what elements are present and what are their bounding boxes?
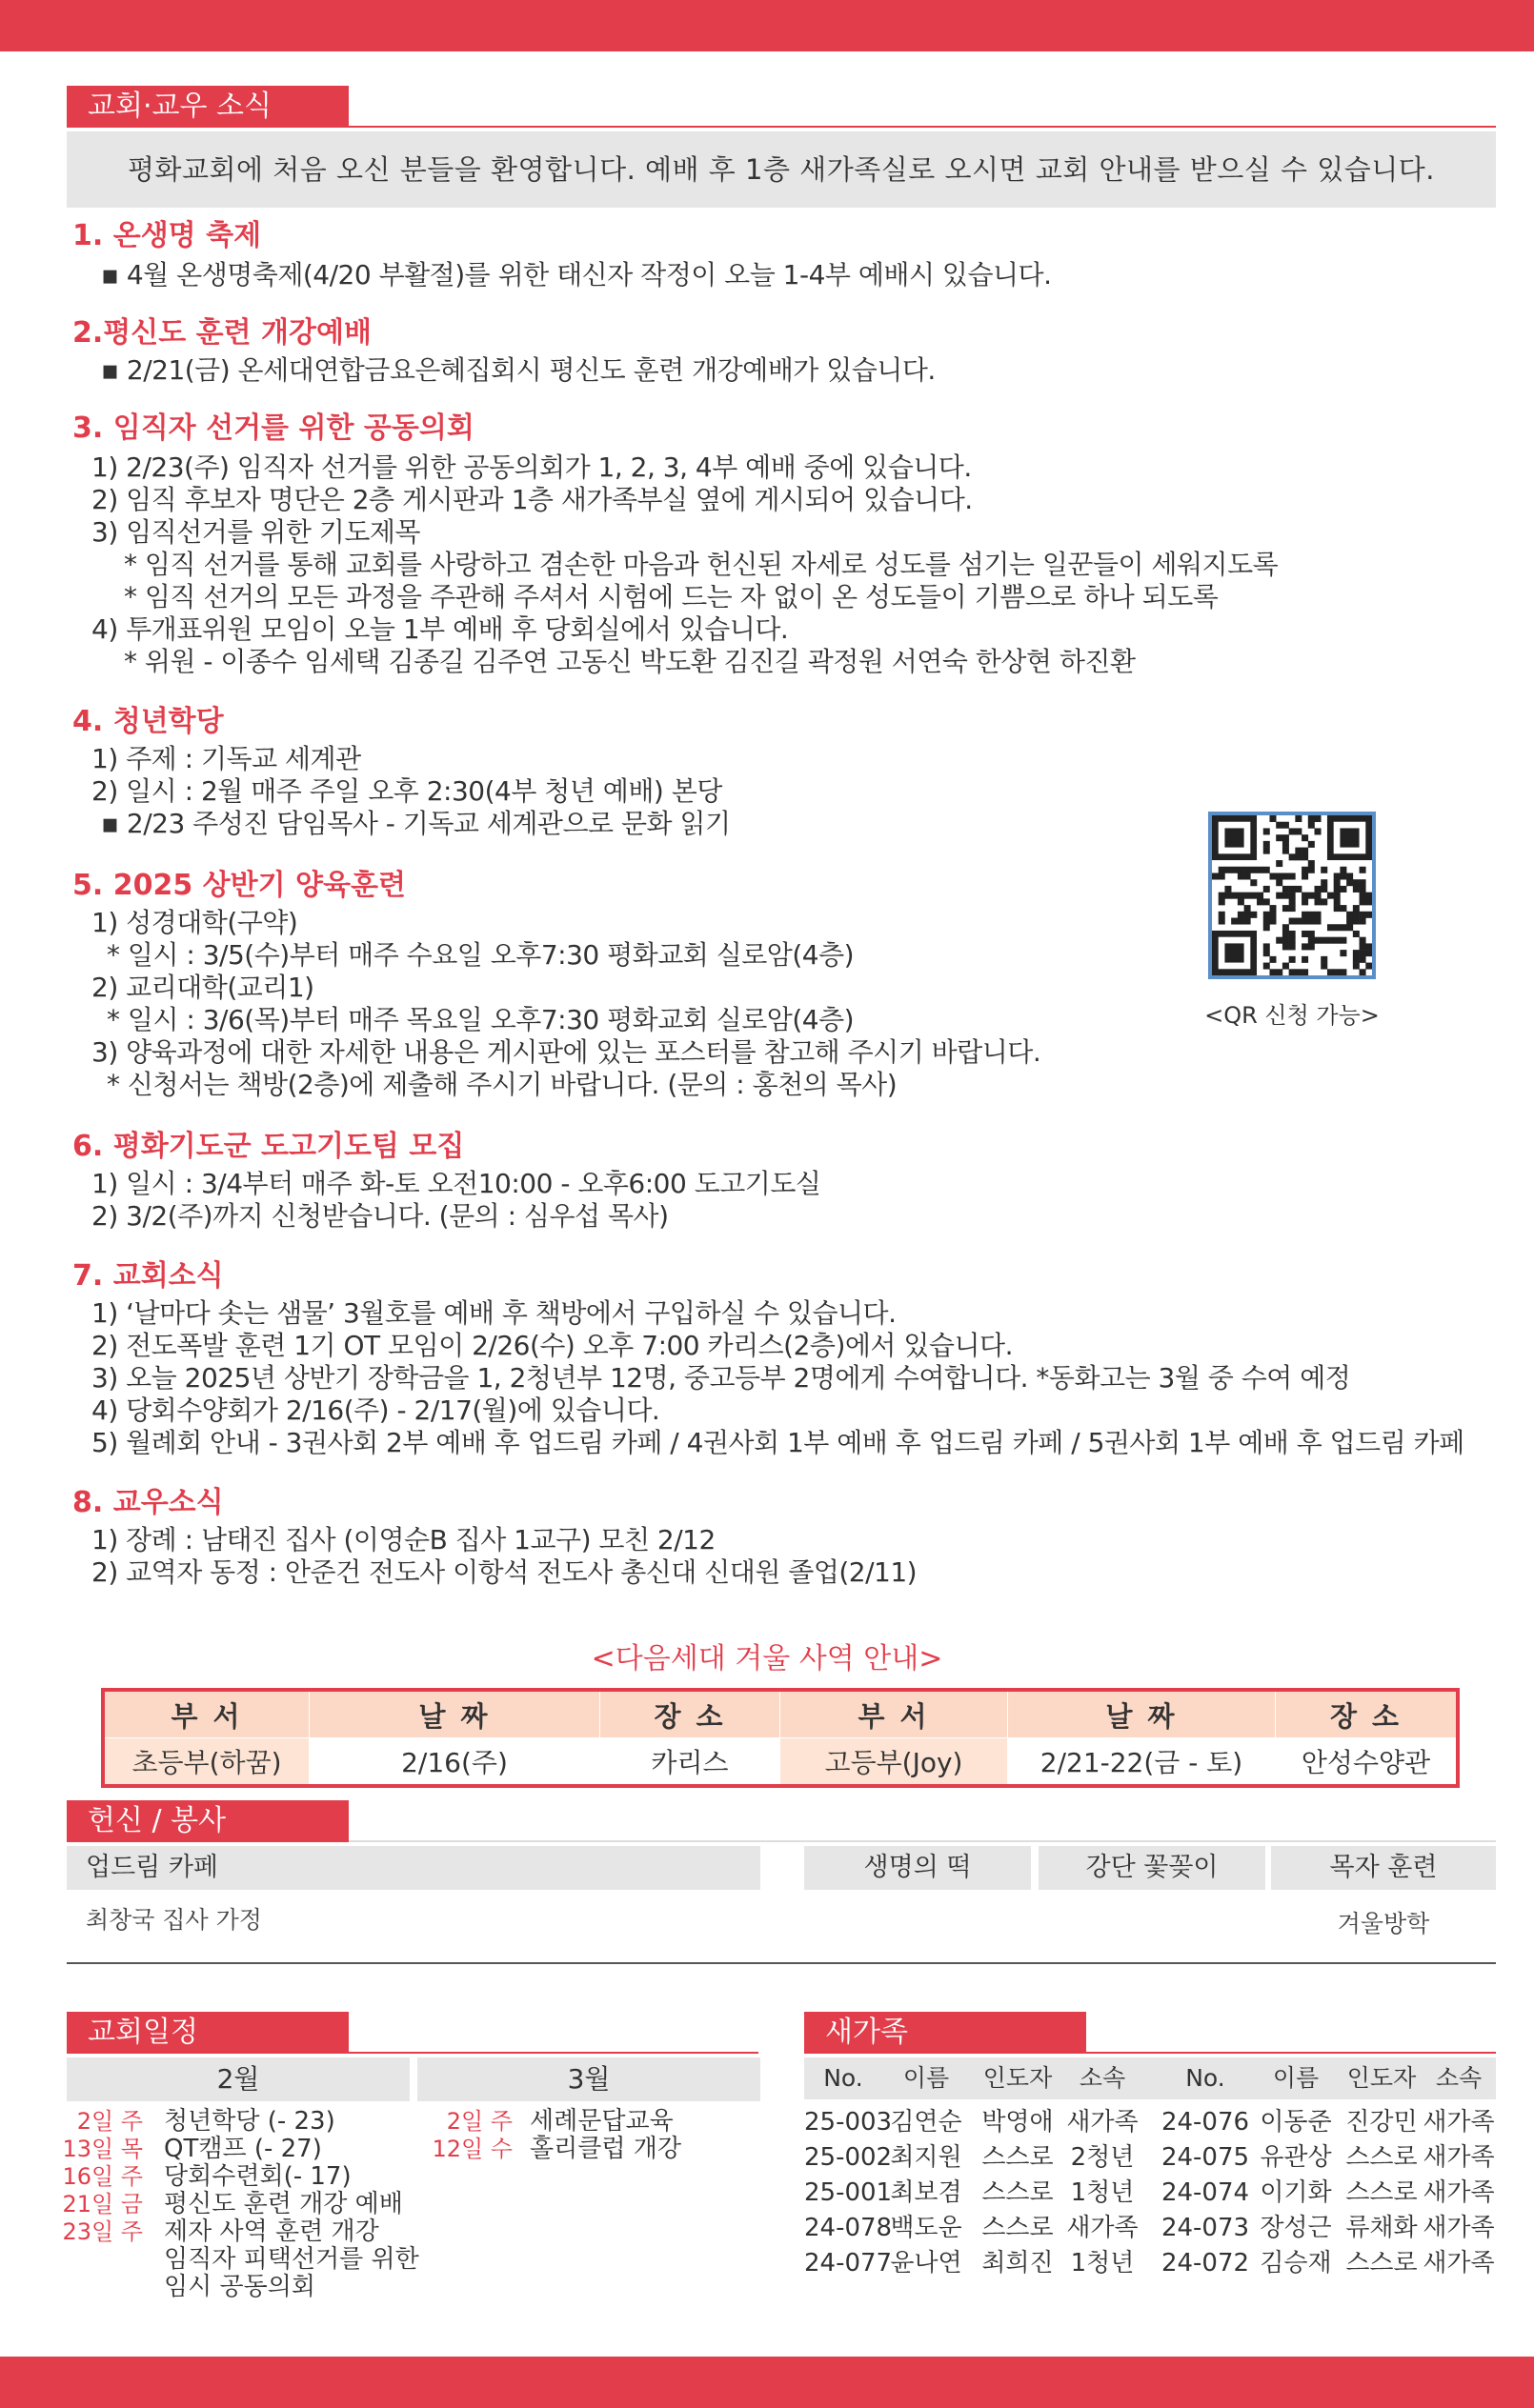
- news-line: 2) 교역자 동정 : 안준건 전도사 이항석 전도사 총신대 신대원 졸업(2/11): [91, 1556, 918, 1588]
- newfamily-header: 인도자: [1346, 2064, 1417, 2092]
- bread-label: 생명의 떡: [804, 1846, 1031, 1890]
- schedule-date: 12일 수: [432, 2136, 513, 2162]
- news-heading: 8. 교우소식: [72, 1486, 224, 1519]
- nextgen-cell: 카리스: [600, 1738, 780, 1787]
- shepherd-training-label: 목자 훈련: [1271, 1846, 1496, 1890]
- newfamily-cell: 스스로: [1345, 2178, 1418, 2207]
- nextgen-header-cell: 날 짜: [1008, 1690, 1276, 1738]
- newfamily-cell: 최지원: [890, 2143, 962, 2172]
- nextgen-header-cell: 부 서: [780, 1690, 1008, 1738]
- qr-caption: <QR 신청 가능>: [1204, 1002, 1380, 1029]
- news-line: * 신청서는 책방(2층)에 제출해 주시기 바랍니다. (문의 : 홍천의 목사): [107, 1069, 898, 1100]
- newfamily-cell: 새가족: [1423, 2178, 1495, 2207]
- newfamily-cell: 장성근: [1260, 2214, 1332, 2242]
- news-tab-rule: [349, 126, 1496, 128]
- newfamily-cell: 새가족: [1066, 2108, 1139, 2137]
- nextgen-header-cell: 날 짜: [310, 1690, 600, 1738]
- news-line: 5) 월례회 안내 - 3권사회 2부 예배 후 업드림 카페 / 4권사회 1부 예배 후 업드림 카페 / 5권사회 1부 예배 후 업드림 카페: [91, 1427, 1464, 1458]
- news-heading: 4. 청년학당: [72, 705, 224, 738]
- news-heading: 1. 온생명 축제: [72, 219, 262, 252]
- newfamily-header: No.: [823, 2064, 863, 2092]
- newfamily-cell: 24-076: [1161, 2108, 1250, 2137]
- newfamily-cell: 1청년: [1070, 2178, 1135, 2207]
- divider: [67, 1962, 1496, 1964]
- schedule-event: 임직자 피택선거를 위한: [164, 2245, 419, 2274]
- newfamily-cell: 24-072: [1161, 2249, 1250, 2278]
- news-line: 2) 임직 후보자 명단은 2층 게시판과 1층 새가족부실 옆에 게시되어 있습니다.: [91, 484, 973, 515]
- schedule-date: 16일 주: [62, 2163, 143, 2190]
- shepherd-training-value: 겨울방학: [1337, 1910, 1430, 1937]
- news-line: 3) 양육과정에 대한 자세한 내용은 게시판에 있는 포스터를 참고해 주시기 바랍니다.: [91, 1036, 1041, 1068]
- news-heading: 7. 교회소식: [72, 1259, 224, 1293]
- cafe-value: 최창국 집사 가정: [86, 1906, 262, 1934]
- news-section-tab: [67, 86, 349, 128]
- schedule-event: 평신도 훈련 개강 예배: [164, 2190, 403, 2218]
- qr-code-icon: [1212, 815, 1372, 975]
- newfamily-cell: 최희진: [981, 2249, 1054, 2278]
- newfamily-cell: 이동준: [1260, 2108, 1332, 2137]
- news-line: 2) 3/2(주)까지 신청받습니다. (문의 : 심우섭 목사): [91, 1200, 669, 1232]
- service-tab-rule: [349, 1840, 1496, 1842]
- nextgen-cell: 초등부(하꿈): [103, 1738, 310, 1787]
- feb-header: 2월: [67, 2057, 410, 2101]
- schedule-event: 홀리클럽 개강: [530, 2135, 681, 2163]
- newfamily-tab-label: 새가족: [825, 2016, 908, 2049]
- nextgen-cell: 안성수양관: [1276, 1738, 1459, 1787]
- schedule-tab-label: 교회일정: [88, 2016, 198, 2049]
- news-line: 3) 오늘 2025년 상반기 장학금을 1, 2청년부 12명, 중고등부 2명에게 수여합니다. *동화고는 3월 중 수여 예정: [91, 1362, 1351, 1394]
- newfamily-header: 인도자: [982, 2064, 1053, 2092]
- cafe-label: 업드림 카페: [67, 1846, 760, 1890]
- nextgen-header-cell: 장 소: [600, 1690, 780, 1738]
- news-line: 1) 일시 : 3/4부터 매주 화-토 오전10:00 - 오후6:00 도고기도실: [91, 1168, 821, 1199]
- nextgen-cell: 2/21-22(금 - 토): [1008, 1738, 1276, 1787]
- news-line: 1) 장례 : 남태진 집사 (이영순B 집사 1교구) 모친 2/12: [91, 1524, 716, 1555]
- newfamily-cell: 24-077: [804, 2249, 893, 2278]
- nextgen-title: <다음세대 겨울 사역 안내>: [591, 1642, 943, 1676]
- nextgen-header-row: [103, 1690, 1458, 1738]
- news-line: ▪ 4월 온생명축제(4/20 부활절)를 위한 태신자 작정이 오늘 1-4부 예배시 있습니다.: [101, 259, 1052, 291]
- nextgen-cell: 2/16(주): [310, 1738, 600, 1787]
- newfamily-tab-rule: [1086, 2052, 1496, 2054]
- news-line: 2) 교리대학(교리1): [91, 972, 314, 1003]
- newfamily-cell: 스스로: [981, 2178, 1054, 2207]
- news-heading: 5. 2025 상반기 양육훈련: [72, 869, 406, 902]
- news-heading: 2.평신도 훈련 개강예배: [72, 316, 372, 350]
- newfamily-cell: 새가족: [1423, 2143, 1495, 2172]
- newfamily-cell: 25-002: [804, 2143, 893, 2172]
- newfamily-cell: 이기화: [1260, 2178, 1332, 2207]
- news-line: 1) 2/23(주) 임직자 선거를 위한 공동의회가 1, 2, 3, 4부 예배 중에 있습니다.: [91, 452, 972, 483]
- newfamily-cell: 2청년: [1070, 2143, 1135, 2172]
- newfamily-cell: 새가족: [1066, 2214, 1139, 2242]
- news-line: 2) 일시 : 2월 매주 주일 오후 2:30(4부 청년 예배) 본당: [91, 775, 722, 807]
- schedule-tab-rule: [349, 2052, 758, 2054]
- newfamily-header: 이름: [902, 2064, 950, 2092]
- schedule-event: 제자 사역 훈련 개강: [164, 2217, 379, 2246]
- bottom-banner: [0, 2357, 1534, 2408]
- qr-code[interactable]: [1208, 812, 1376, 979]
- news-line: 1) ‘날마다 솟는 샘물’ 3월호를 예배 후 책방에서 구입하실 수 있습니다.: [91, 1297, 897, 1329]
- newfamily-cell: 스스로: [981, 2143, 1054, 2172]
- newfamily-cell: 1청년: [1070, 2249, 1135, 2278]
- newfamily-cell: 김승재: [1260, 2249, 1332, 2278]
- flower-label: 강단 꽃꽂이: [1039, 1846, 1265, 1890]
- nextgen-table: [101, 1688, 1460, 1788]
- news-line: * 일시 : 3/6(목)부터 매주 목요일 오후7:30 평화교회 실로암(4층): [107, 1004, 855, 1035]
- schedule-event: 임시 공동의회: [164, 2273, 315, 2301]
- newfamily-cell: 새가족: [1423, 2108, 1495, 2137]
- schedule-date: 2일 주: [446, 2108, 513, 2135]
- schedule-date: 23일 주: [62, 2218, 143, 2245]
- schedule-event: 당회수련회(- 17): [164, 2162, 352, 2191]
- service-section-tab: [67, 1800, 349, 1842]
- newfamily-section-tab: [804, 2012, 1086, 2054]
- newfamily-cell: 스스로: [1345, 2143, 1418, 2172]
- mar-header: 3월: [417, 2057, 760, 2101]
- schedule-event: 청년학당 (- 23): [164, 2107, 335, 2136]
- newfamily-header: 소속: [1079, 2064, 1126, 2092]
- newfamily-cell: 25-001: [804, 2178, 893, 2207]
- newfamily-cell: 24-078: [804, 2214, 893, 2242]
- news-line: ▪ 2/21(금) 온세대연합금요은혜집회시 평신도 훈련 개강예배가 있습니다.: [101, 354, 936, 386]
- news-line: 2) 전도폭발 훈련 1기 OT 모임이 2/26(수) 오후 7:00 카리스(2층)에서 있습니다.: [91, 1330, 1013, 1361]
- news-line: * 임직 선거의 모든 과정을 주관해 주셔서 시험에 드는 자 없이 온 성도들이 기쁨으로 하나 되도록: [124, 581, 1219, 612]
- newfamily-cell: 류채화: [1345, 2214, 1418, 2242]
- news-line: ▪ 2/23 주성진 담임목사 - 기독교 세계관으로 문화 읽기: [101, 808, 731, 839]
- schedule-date: 21일 금: [62, 2191, 143, 2217]
- news-line: 1) 성경대학(구약): [91, 907, 298, 938]
- nextgen-data-row: [103, 1738, 1458, 1787]
- newfamily-cell: 스스로: [981, 2214, 1054, 2242]
- nextgen-header-cell: 부 서: [103, 1690, 310, 1738]
- newfamily-cell: 윤나연: [890, 2249, 962, 2278]
- schedule-event: QT캠프 (- 27): [164, 2135, 322, 2163]
- news-line: 3) 임직선거를 위한 기도제목: [91, 516, 420, 548]
- newfamily-cell: 스스로: [1345, 2249, 1418, 2278]
- schedule-date: 13일 목: [62, 2136, 143, 2162]
- service-tab-label: 헌신 / 봉사: [88, 1804, 227, 1837]
- schedule-section-tab: [67, 2012, 349, 2054]
- newfamily-cell: 24-075: [1161, 2143, 1250, 2172]
- nextgen-cell: 고등부(Joy): [780, 1738, 1008, 1787]
- top-banner: [0, 0, 1534, 51]
- news-line: * 일시 : 3/5(수)부터 매주 수요일 오후7:30 평화교회 실로암(4층): [107, 939, 855, 971]
- news-line: 4) 당회수양회가 2/16(주) - 2/17(월)에 있습니다.: [91, 1395, 660, 1426]
- news-line: 4) 투개표위원 모임이 오늘 1부 예배 후 당회실에서 있습니다.: [91, 613, 789, 645]
- newfamily-cell: 백도운: [890, 2214, 962, 2242]
- news-heading: 3. 임직자 선거를 위한 공동의회: [72, 411, 474, 445]
- newfamily-cell: 진강민: [1345, 2108, 1418, 2137]
- nextgen-header-cell: 장 소: [1276, 1690, 1459, 1738]
- news-tab-label: 교회·교우 소식: [88, 90, 272, 123]
- newfamily-header: No.: [1185, 2064, 1225, 2092]
- newfamily-cell: 박영애: [981, 2108, 1054, 2137]
- schedule-event: 세례문답교육: [530, 2107, 674, 2136]
- newfamily-cell: 24-074: [1161, 2178, 1250, 2207]
- news-line: * 임직 선거를 통해 교회를 사랑하고 겸손한 마음과 헌신된 자세로 성도를 섬기는 일꾼들이 세워지도록: [124, 549, 1279, 580]
- news-line: * 위원 - 이종수 임세택 김종길 김주연 고동신 박도환 김진길 곽정원 서연숙 한상현 하진환: [124, 646, 1136, 677]
- newfamily-cell: 유관상: [1260, 2143, 1332, 2172]
- newfamily-cell: 김연순: [890, 2108, 962, 2137]
- welcome-banner: 평화교회에 처음 오신 분들을 환영합니다. 예배 후 1층 새가족실로 오시면 교회 안내를 받으실 수 있습니다.: [67, 131, 1496, 208]
- newfamily-cell: 새가족: [1423, 2214, 1495, 2242]
- news-heading: 6. 평화기도군 도고기도팀 모집: [72, 1130, 465, 1163]
- schedule-date: 2일 주: [76, 2108, 143, 2135]
- newfamily-header: 소속: [1435, 2064, 1483, 2092]
- newfamily-cell: 최보겸: [890, 2178, 962, 2207]
- newfamily-cell: 25-003: [804, 2108, 893, 2137]
- newfamily-cell: 24-073: [1161, 2214, 1250, 2242]
- newfamily-header: 이름: [1272, 2064, 1320, 2092]
- newfamily-cell: 새가족: [1423, 2249, 1495, 2278]
- news-line: 1) 주제 : 기독교 세계관: [91, 743, 361, 774]
